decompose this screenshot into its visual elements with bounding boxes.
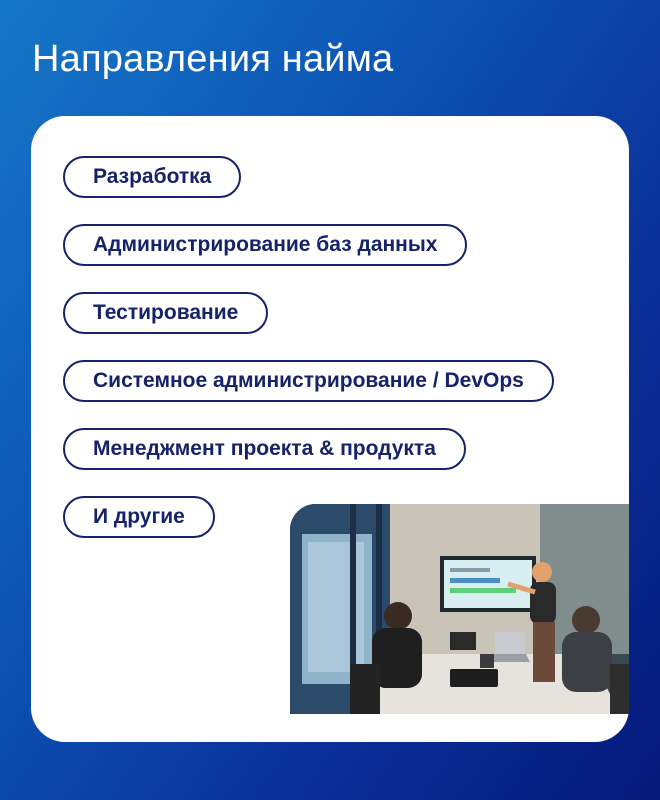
direction-pill-management: Менеджмент проекта & продукта <box>63 428 466 470</box>
directions-card <box>31 116 629 742</box>
direction-pill-development: Разработка <box>63 156 241 198</box>
meeting-room-photo <box>290 504 629 714</box>
direction-pill-devops: Системное администрирование / DevOps <box>63 360 554 402</box>
direction-pill-database-admin: Администрирование баз данных <box>63 224 467 266</box>
direction-pill-others: И другие <box>63 496 215 538</box>
page-title: Направления найма <box>32 38 394 80</box>
direction-pill-testing: Тестирование <box>63 292 268 334</box>
